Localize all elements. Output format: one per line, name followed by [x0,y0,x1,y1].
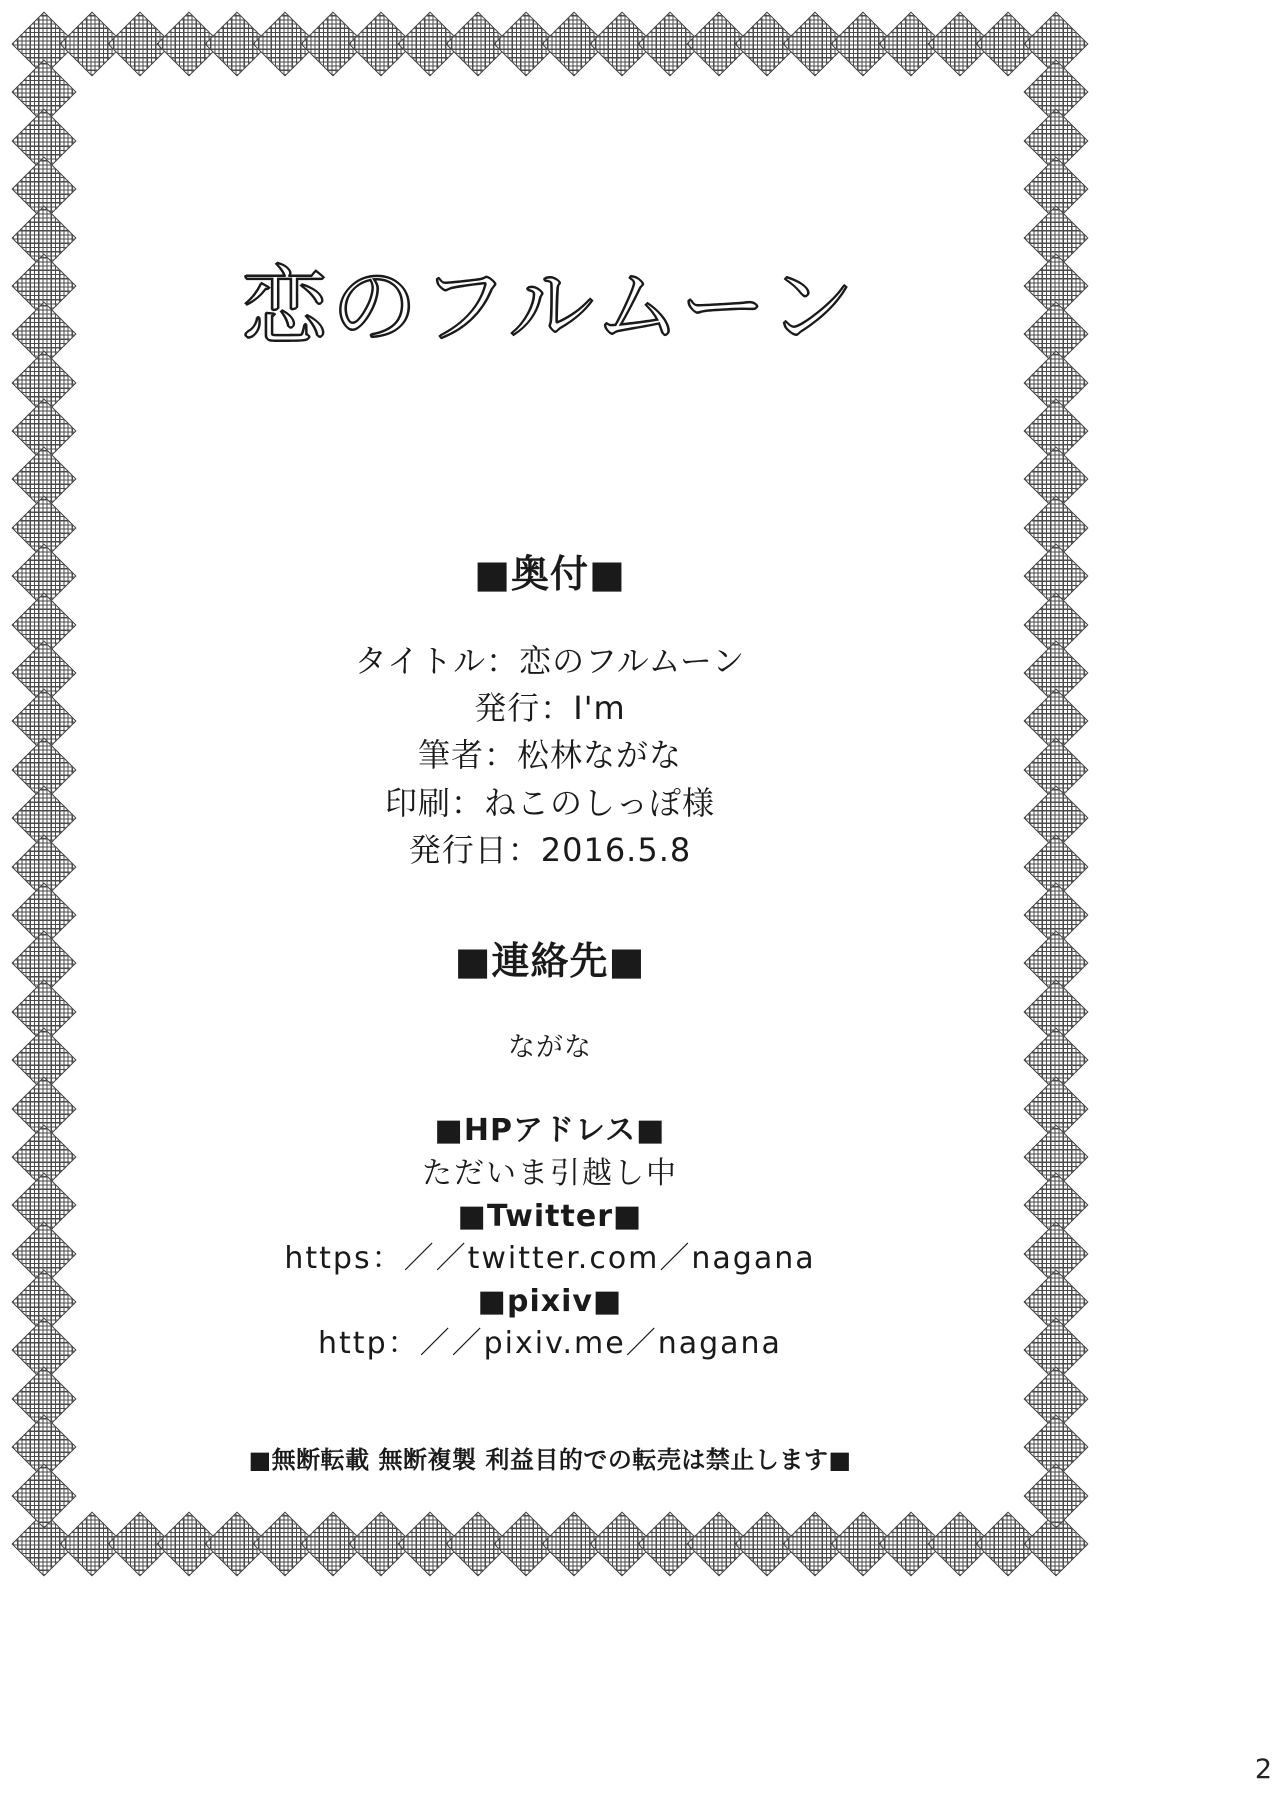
border-diamond [108,1511,173,1576]
border-diamond [11,1028,76,1093]
border-diamond [1023,1366,1088,1431]
list-item: 筆者：松林ながな [417,736,682,775]
border-diamond [1023,979,1088,1044]
border-diamond [831,1511,896,1576]
border-diamond [927,1511,992,1576]
border-diamond [11,302,76,367]
border-diamond [1023,1173,1088,1238]
border-diamond [11,1318,76,1383]
border-diamond [1023,399,1088,464]
border-diamond [11,641,76,706]
border-diamond [1023,882,1088,947]
border-diamond [1023,834,1088,899]
twitter-url[interactable]: https：／／twitter.com／nagana [284,1241,816,1277]
border-diamond [1023,1076,1088,1141]
border-diamond [11,1076,76,1141]
border-diamond [11,1463,76,1528]
border-diamond [1023,447,1088,512]
border-diamond [1023,302,1088,367]
list-item: 発行日：2016.5.8 [408,831,692,870]
hp-address-label: ■HPアドレス■ [434,1113,666,1149]
border-diamond [11,1221,76,1286]
border-diamond [11,11,76,76]
pixiv-label: ■pixiv■ [477,1283,623,1319]
border-diamond [445,1511,510,1576]
border-diamond [11,399,76,464]
border-diamond [1023,1318,1088,1383]
border-diamond [1023,641,1088,706]
contact-name: ながな [508,1032,592,1064]
border-diamond [1023,1511,1088,1576]
border-diamond [11,1415,76,1480]
border-diamond [1023,253,1088,318]
border-diamond [11,689,76,754]
list-item: タイトル：恋のフルムーン [354,641,746,680]
border-diamond [11,834,76,899]
twitter-label: ■Twitter■ [457,1198,643,1234]
border-diamond [11,60,76,125]
pixiv-url[interactable]: http：／／pixiv.me／nagana [318,1326,782,1362]
border-diamond [60,11,125,76]
border-diamond [1023,1270,1088,1335]
border-diamond [734,1511,799,1576]
border-diamond [638,1511,703,1576]
border-diamond [11,447,76,512]
page-number: 2 [1254,1754,1272,1785]
border-diamond [1023,1124,1088,1189]
border-diamond [11,979,76,1044]
border-diamond [11,737,76,802]
border-diamond [156,1511,221,1576]
border-diamond [879,1511,944,1576]
list-item: 発行：I'm [474,688,626,727]
border-diamond [1023,1463,1088,1528]
border-diamond [11,786,76,851]
border-diamond [1023,350,1088,415]
border-diamond [1023,592,1088,657]
border-diamond [1023,60,1088,125]
border-diamond [301,1511,366,1576]
contact-heading: ■連絡先■ [454,939,646,984]
border-diamond [11,544,76,609]
border-diamond [1023,157,1088,222]
border-diamond [11,108,76,173]
border-diamond [11,1173,76,1238]
border-diamond [252,1511,317,1576]
border-diamond [590,1511,655,1576]
border-diamond [11,1366,76,1431]
border-diamond [11,253,76,318]
border-diamond [1023,689,1088,754]
border-diamond [60,1511,125,1576]
border-diamond [1023,495,1088,560]
border-diamond [11,350,76,415]
border-diamond [11,205,76,270]
border-diamond [204,1511,269,1576]
border-diamond [11,1124,76,1189]
copyright-notice: ■無断転載 無断複製 利益目的での転売は禁止します■ [248,1445,852,1474]
border-diamond [11,882,76,947]
border-diamond [1023,786,1088,851]
border-diamond [1023,737,1088,802]
border-diamond [1023,108,1088,173]
border-diamond [11,1270,76,1335]
border-diamond [1023,1415,1088,1480]
border-diamond [1023,544,1088,609]
border-diamond [11,495,76,560]
border-diamond [1023,931,1088,996]
border-diamond [1023,205,1088,270]
border-diamond [11,592,76,657]
colophon-heading: ■奥付■ [474,551,626,596]
border-diamond [11,1511,76,1576]
border-diamond [542,1511,607,1576]
contact-links [120,1064,980,1366]
colophon-entry-list [120,598,980,875]
border-diamond [11,157,76,222]
border-diamond [349,1511,414,1576]
border-diamond [11,931,76,996]
colophon-content [120,60,980,1475]
hp-address-value: ただいま引越し中 [422,1155,678,1191]
border-diamond [493,1511,558,1576]
border-diamond [975,11,1040,76]
border-diamond [1023,1028,1088,1093]
border-diamond [783,1511,848,1576]
border-diamond [397,1511,462,1576]
border-diamond [1023,11,1088,76]
border-diamond [975,1511,1040,1576]
border-diamond [686,1511,751,1576]
border-diamond [1023,1221,1088,1286]
list-item: 印刷：ねこのしっぽ様 [384,783,715,822]
page-title: 恋のフルムーン [241,257,859,357]
